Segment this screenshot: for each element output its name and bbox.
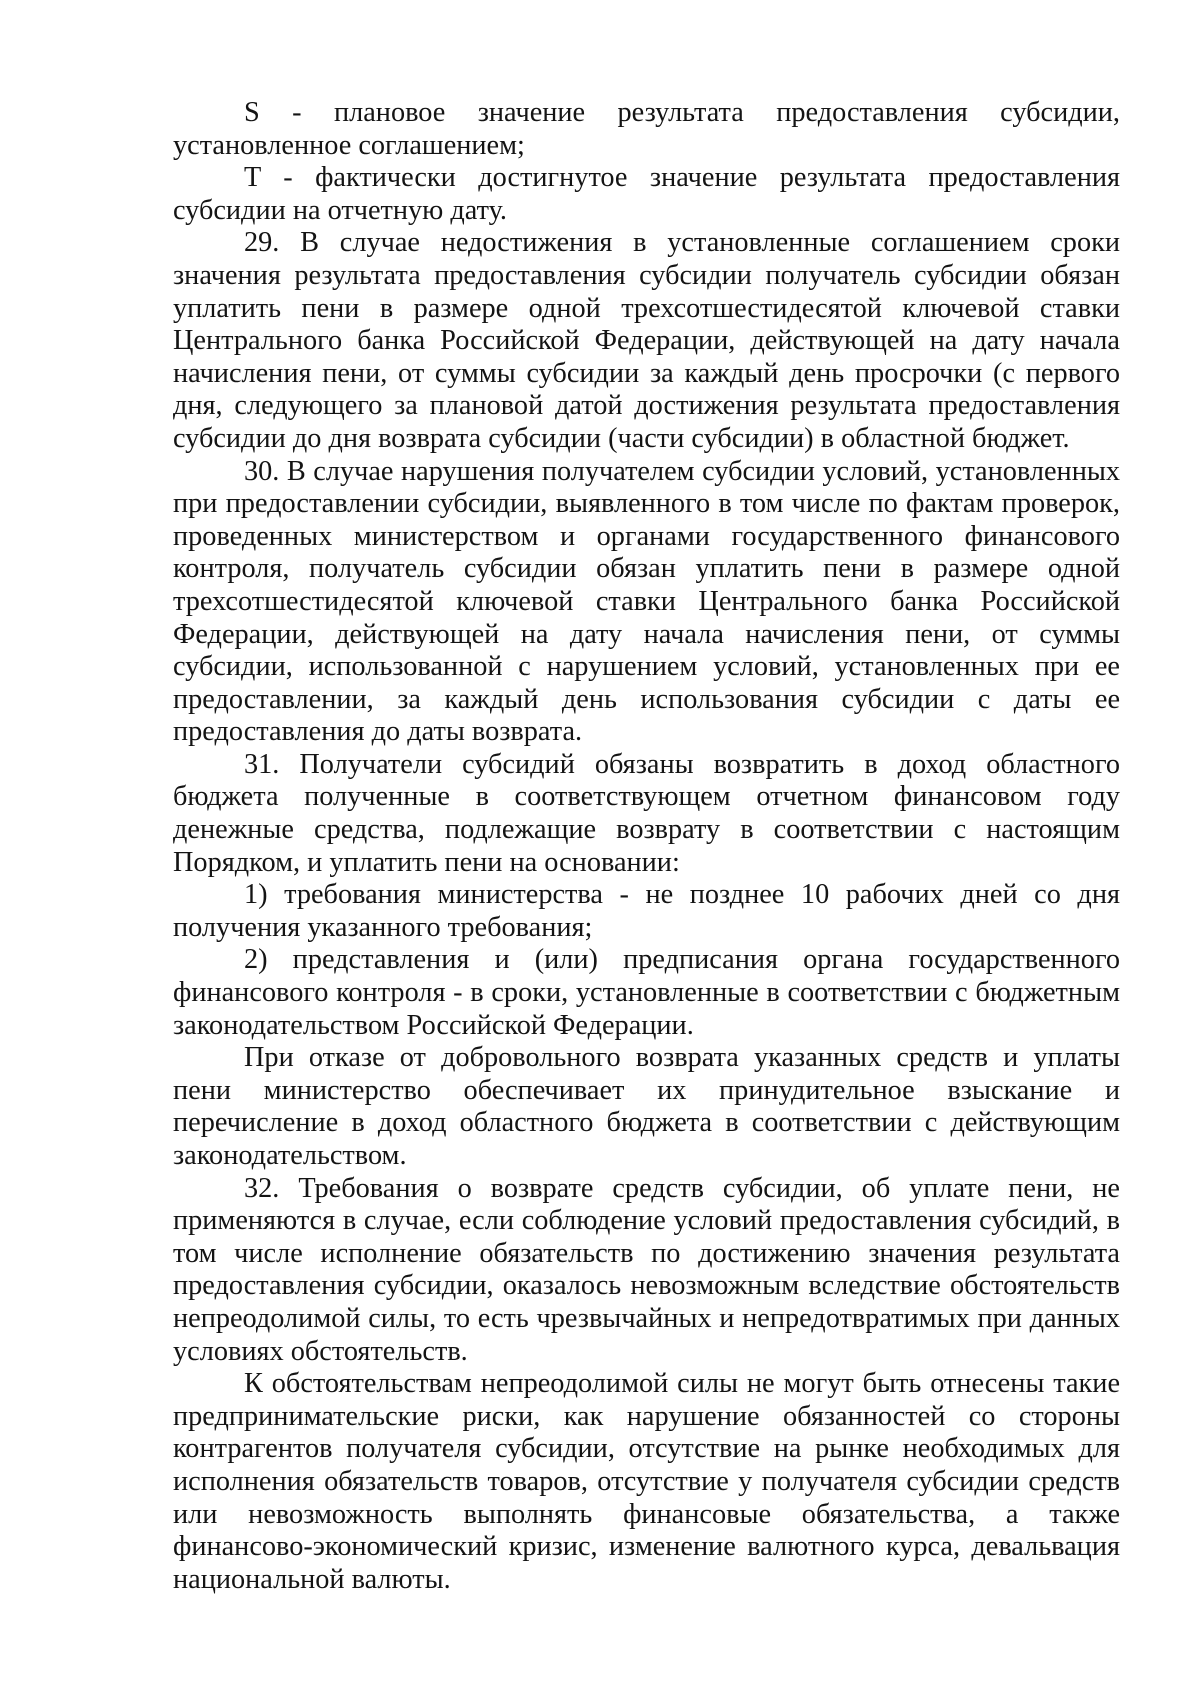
paragraph-force-majeure: К обстоятельствам непреодолимой силы не могут быть отнесены такие предпринимательские риски, как нарушение обязанностей со стороны контрагентов получателя субсидии, отсутствие на рынке необходимых для исполнения обязательств товаров, отсутствие у получателя субсидии средств или невозможность выполнять финансовые обязательства, а также финансово-экономический кризис, изменение валютного курса, девальвация национальной валюты.	[173, 1368, 1120, 1595]
paragraph-refusal: При отказе от добровольного возврата указанных средств и уплаты пени министерство обеспечивает их принудительное взыскание и перечисление в доход областного бюджета в соответствии с действующим законодательством.	[173, 1042, 1120, 1171]
paragraph-t-definition: T - фактически достигнутое значение результата предоставления субсидии на отчетную дату.	[173, 162, 1120, 226]
paragraph-31: 31. Получатели субсидий обязаны возвратить в доход областного бюджета полученные в соответствующем отчетном финансовом году денежные средства, подлежащие возврату в соответствии с настоящим Порядком, и уплатить пени на основании:	[173, 748, 1120, 878]
paragraph-s-definition: S - плановое значение результата предоставления субсидии, установленное соглашением;	[173, 97, 1120, 161]
document-body	[173, 97, 1120, 1596]
paragraph-31-item-1: 1) требования министерства - не позднее 10 рабочих дней со дня получения указанного требования;	[173, 879, 1120, 943]
paragraph-29: 29. В случае недостижения в установленные соглашением сроки значения результата предоставления субсидии получатель субсидии обязан уплатить пени в размере одной трехсотшестидесятой ключевой ставки Центрального банка Российской Федерации, действующей на дату начала начисления пени, от суммы субсидии за каждый день просрочки (с первого дня, следующего за плановой датой достижения результата предоставления субсидии до дня возврата субсидии (части субсидии) в областной бюджет.	[173, 227, 1120, 454]
paragraph-31-item-2: 2) представления и (или) предписания органа государственного финансового контроля - в сроки, установленные в соответствии с бюджетным законодательством Российской Федерации.	[173, 944, 1120, 1041]
paragraph-32: 32. Требования о возврате средств субсидии, об уплате пени, не применяются в случае, если соблюдение условий предоставления субсидий, в том числе исполнение обязательств по достижению значения результата предоставления субсидии, оказалось невозможным вследствие обстоятельств непреодолимой силы, то есть чрезвычайных и непредотвратимых при данных условиях обстоятельств.	[173, 1172, 1120, 1367]
paragraph-30: 30. В случае нарушения получателем субсидии условий, установленных при предоставлении субсидии, выявленного в том числе по фактам проверок, проведенных министерством и органами государственного финансового контроля, получатель субсидии обязан уплатить пени в размере одной трехсотшестидесятой ключевой ставки Центрального банка Российской Федерации, действующей на дату начала начисления пени, от суммы субсидии, использованной с нарушением условий, установленных при ее предоставлении, за каждый день использования субсидии с даты ее предоставления до даты возврата.	[173, 455, 1120, 748]
